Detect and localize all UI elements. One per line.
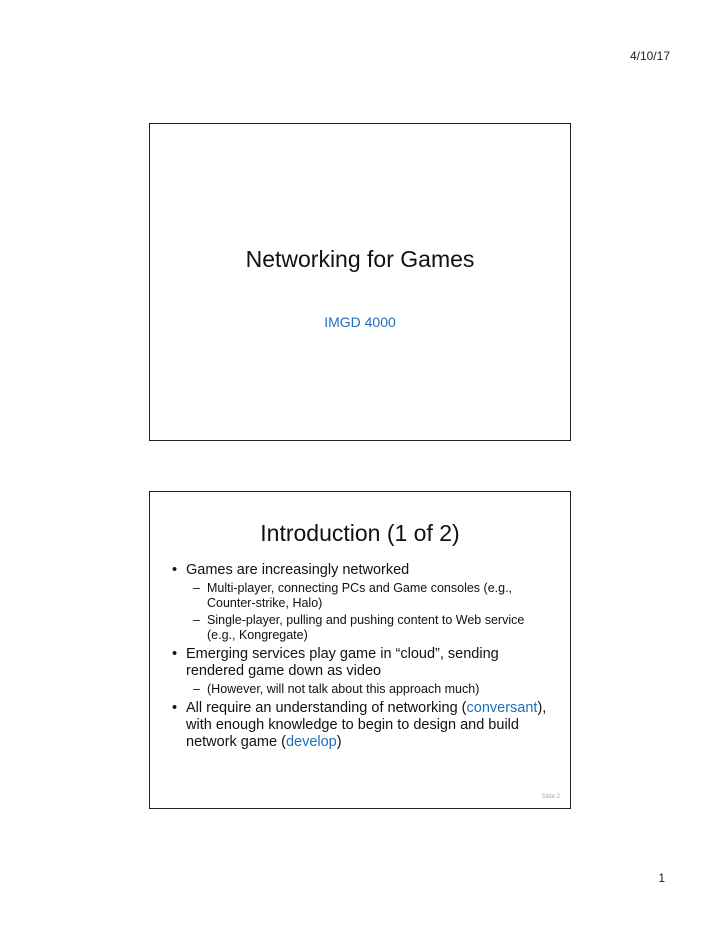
highlight-term: conversant xyxy=(466,700,538,716)
bullet-text-part: All require an understanding of networking ( xyxy=(186,700,467,716)
dash-marker: – xyxy=(193,682,200,696)
bullet-marker: • xyxy=(172,646,178,662)
sub-bullet-text: Multi-player, connecting PCs and Game consoles (e.g., Counter-strike, Halo) xyxy=(207,581,513,610)
sub-bullet-list xyxy=(186,682,550,697)
bullet-text-part: ), with enough knowledge to begin to design and build network game ( xyxy=(186,700,547,750)
bullet-text: Games are increasingly networked xyxy=(186,562,410,578)
slide-title: Introduction (1 of 2) xyxy=(260,520,460,546)
sub-bullet-text: Single-player, pulling and pushing content to Web service (e.g., Kongregate) xyxy=(207,613,525,642)
highlight-term: develop xyxy=(285,734,337,750)
bullet-marker: • xyxy=(172,700,178,716)
bullet-item xyxy=(164,646,550,697)
bullet-marker: • xyxy=(172,562,178,578)
bullet-text: Emerging services play game in “cloud”, sending rendered game down as video xyxy=(186,646,499,679)
slide-title: Networking for Games xyxy=(245,246,475,272)
slide-2 xyxy=(149,491,571,809)
page-date: 4/10/17 xyxy=(629,49,670,63)
slide-number: Slide 2 xyxy=(541,794,560,800)
dash-marker: – xyxy=(193,613,200,627)
slide-1 xyxy=(149,123,571,441)
sub-bullet-item xyxy=(186,613,550,643)
sub-bullet-list xyxy=(186,581,550,643)
bullet-list xyxy=(164,562,550,754)
dash-marker: – xyxy=(193,581,200,595)
bullet-text-part: ) xyxy=(336,734,342,750)
page-number: 1 xyxy=(658,871,665,885)
bullet-item xyxy=(164,700,550,751)
bullet-item xyxy=(164,562,550,643)
sub-bullet-item xyxy=(186,682,550,697)
slide-subtitle: IMGD 4000 xyxy=(324,314,396,330)
sub-bullet-text: (However, will not talk about this approach much) xyxy=(207,682,480,696)
sub-bullet-item xyxy=(186,581,550,611)
